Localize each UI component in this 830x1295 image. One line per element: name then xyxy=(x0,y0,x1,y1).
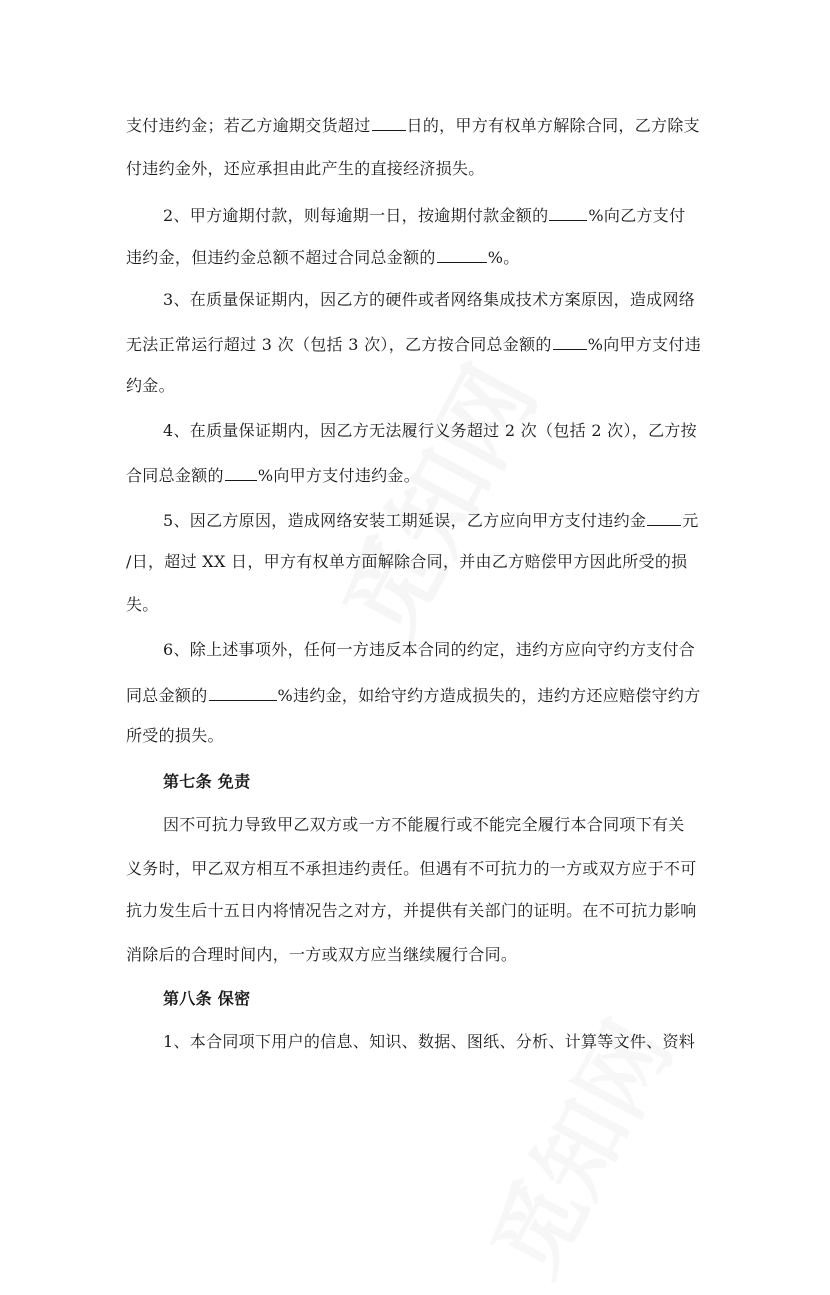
paragraph-line: 义务时，甲乙双方相互不承担违约责任。但遇有不可抗力的一方或双方应于不可 xyxy=(126,859,697,878)
paragraph-line: 所受的损失。 xyxy=(126,726,224,745)
paragraph-line: 因不可抗力导致甲乙双方或一方不能履行或不能完全履行本合同项下有关 xyxy=(163,815,685,834)
paragraph-line: 约金。 xyxy=(126,376,175,395)
text-span: %。 xyxy=(487,248,520,267)
article-heading: 第七条 免责 xyxy=(163,772,251,791)
article-heading: 第八条 保密 xyxy=(163,989,251,1008)
text-span: %向甲方支付违 xyxy=(587,335,702,354)
fill-blank xyxy=(553,333,587,350)
paragraph-line: 抗力发生后十五日内将情况告之对方，并提供有关部门的证明。在不可抗力影响 xyxy=(126,901,697,920)
text-span: 同总金额的 xyxy=(126,686,208,705)
fill-blank xyxy=(647,509,681,526)
paragraph-line: 付违约金外，还应承担由此产生的直接经济损失。 xyxy=(126,159,485,178)
paragraph-line: 1、本合同项下用户的信息、知识、数据、图纸、分析、计算等文件、资料 xyxy=(163,1032,696,1051)
text-span: %向甲方支付违约金。 xyxy=(257,466,421,485)
fill-blank xyxy=(225,464,257,481)
paragraph-line: 4、在质量保证期内，因乙方无法履行义务超过 2 次（包括 2 次），乙方按 xyxy=(163,421,697,440)
watermark xyxy=(306,339,562,658)
fill-blank xyxy=(437,246,487,263)
text-span: 无法正常运行超过 3 次（包括 3 次），乙方按合同总金额的 xyxy=(126,335,552,354)
text-span: 支付违约金；若乙方逾期交货超过 xyxy=(126,116,371,135)
paragraph-line: 3、在质量保证期内，因乙方的硬件或者网络集成技术方案原因，造成网络 xyxy=(163,290,696,309)
paragraph-line xyxy=(126,114,700,136)
text-span: 5、因乙方原因，造成网络安装工期延误，乙方应向甲方支付违约金 xyxy=(163,511,647,530)
text-span: 合同总金额的 xyxy=(126,466,224,485)
paragraph-line: 6、除上述事项外，任何一方违反本合同的约定，违约方应向守约方支付合 xyxy=(163,640,696,659)
fill-blank xyxy=(209,684,277,701)
text-span: %违约金，如给守约方造成损失的，违约方还应赔偿守约方 xyxy=(277,686,701,705)
text-span: 元 xyxy=(682,511,699,530)
text-span: %向乙方支付 xyxy=(588,206,686,225)
text-span: 日的，甲方有权单方解除合同，乙方除支 xyxy=(406,116,700,135)
paragraph-line xyxy=(126,333,701,355)
paragraph-line: /日，超过 XX 日，甲方有权单方面解除合同，并由乙方赔偿甲方因此所受的损 xyxy=(126,552,688,571)
paragraph-line: 消除后的合理时间内，一方或双方应当继续履行合同。 xyxy=(126,945,518,964)
paragraph-line xyxy=(126,464,420,486)
text-span: 违约金，但违约金总额不超过合同总金额的 xyxy=(126,248,436,267)
fill-blank xyxy=(372,114,406,131)
text-span: 2、甲方逾期付款，则每逾期一日，按逾期付款金额的 xyxy=(163,206,549,225)
paragraph-line xyxy=(163,204,685,226)
paragraph-line xyxy=(163,509,699,531)
paragraph-line xyxy=(126,246,520,268)
fill-blank xyxy=(549,204,587,221)
paragraph-line xyxy=(126,684,701,706)
paragraph-line: 失。 xyxy=(126,595,159,614)
